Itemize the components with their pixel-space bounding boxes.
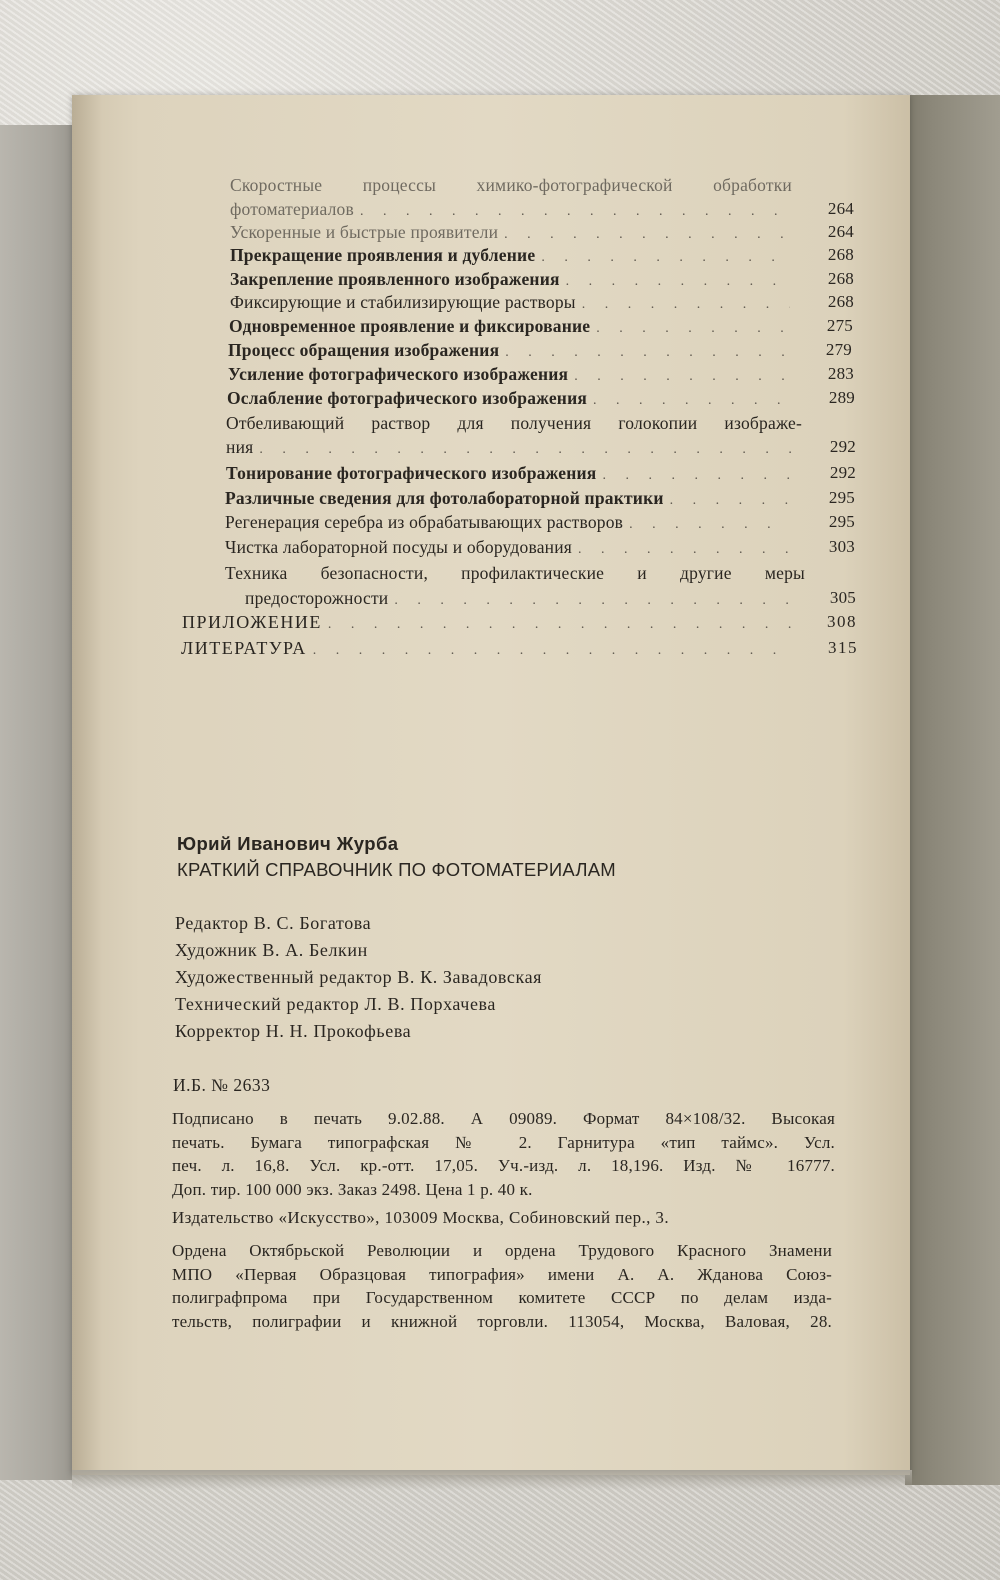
credit-artist: Художник В. А. Белкин [175,940,368,960]
toc-item-page: 264 [827,199,854,218]
toc-item-page: 292 [829,463,856,482]
toc-item-title: ЛИТЕРАТУРА [181,638,307,658]
toc-item-page: 289 [828,388,855,407]
credit-art-editor: Художественный редактор В. К. Завадовская [175,967,543,987]
toc-item-title: ния [226,437,254,457]
toc-item [245,588,856,609]
credit-tech-editor: Технический редактор Л. В. Порхачева [175,994,496,1014]
toc-item-title: Регенерация серебра из обрабатывающих растворов [225,512,624,532]
toc-item [228,340,852,361]
toc-item-title: предосторожности [245,588,389,608]
toc-leader-dots [360,204,790,220]
toc-item-page: 283 [827,364,854,383]
toc-leader-dots [504,227,790,243]
toc-item-title: ПРИЛОЖЕНИЕ [182,612,322,632]
toc-item-page: 308 [827,612,857,631]
toc-item-literature [181,638,858,659]
print-details-line: Подписано в печать 9.02.88. А 09089. Формат 84×108/32. Высокая [172,1109,835,1128]
toc-item-line: Техника безопасности, профилактические и другие меры [225,563,805,583]
toc-item-page: 295 [828,512,855,531]
toc-leader-dots [596,321,789,337]
toc-item [230,269,854,290]
printer-info-line: полиграфпрома при Государственном комитете СССР по делам изда- [172,1288,832,1307]
toc-item [225,537,855,558]
toc-leader-dots [582,297,790,313]
toc-item [225,512,855,533]
background-left [0,125,72,1480]
toc-item [227,388,855,409]
printer-info-line: Ордена Октябрьской Революции и ордена Трудового Красного Знамени [172,1241,832,1260]
toc-leader-dots [328,617,793,633]
toc-item-line: Скоростные процессы химико-фотографической обработки [230,175,792,195]
toc-leader-dots [313,643,794,659]
toc-item-title: Процесс обращения изображения [228,340,500,360]
toc-item-title: Тонирование фотографического изображения [226,463,597,483]
page-spine-shading [72,95,102,1475]
printer-info-line: МПО «Первая Образцовая типография» имени А. А. Жданова Союз- [172,1264,832,1284]
toc-leader-dots [394,593,792,609]
credit-editor: Редактор В. С. Богатова [175,913,372,933]
publisher-info: Издательство «Искусство», 103009 Москва, Собиновский пер., 3. [172,1208,669,1227]
print-details-line: печ. л. 16,8. Усл. кр.-отт. 17,05. Уч.-изд. л. 18,196. Изд. № 16777. [172,1156,835,1175]
toc-leader-dots [670,493,791,509]
ib-number: И.Б. № 2633 [173,1075,271,1095]
toc-item-appendix [182,612,857,633]
print-details-line: Доп. тир. 100 000 экз. Заказ 2498. Цена 1 р. 40 к. [172,1179,533,1199]
toc-leader-dots [259,442,792,458]
print-details [172,1107,835,1201]
toc-item [226,463,856,484]
toc-leader-dots [566,274,790,290]
toc-leader-dots [578,542,791,558]
toc-item [230,222,854,243]
toc-item-page: 268 [827,292,854,311]
author-name: Юрий Иванович Журба [177,833,399,854]
toc-leader-dots [593,393,791,409]
toc-leader-dots [602,468,792,484]
toc-item [230,199,854,220]
toc-item [229,316,853,337]
toc-item [225,488,855,509]
book-title: КРАТКИЙ СПРАВОЧНИК ПО ФОТОМАТЕРИАЛАМ [177,859,616,880]
toc-item [228,364,854,385]
background-right-board [905,95,1000,1485]
toc-item-title: Фиксирующие и стабилизирующие растворы [230,292,576,312]
toc-leader-dots [541,250,790,266]
toc-item-page: 305 [829,588,856,607]
toc-item-page: 292 [829,437,856,456]
toc-item-title: Чистка лабораторной посуды и оборудования [225,537,573,557]
credits-list [175,910,542,1045]
toc-leader-dots [574,369,790,385]
printer-info-line: тельств, полиграфии и книжной торговли. 113054, Москва, Валовая, 28. [172,1311,832,1331]
toc-item-title: Закрепление проявленного изображения [230,269,560,289]
toc-item-page: 264 [827,222,854,241]
printer-info [172,1239,832,1333]
toc-item-page: 315 [828,638,858,657]
page-bottom-shadow [72,1470,912,1490]
toc-item [226,437,856,458]
toc-leader-dots [629,517,791,533]
toc-item-page: 275 [826,316,853,335]
print-details-line: печать. Бумага типографская № 2. Гарнитура «тип таймс». Усл. [172,1132,835,1152]
toc-item-title: Ускоренные и быстрые проявители [230,222,499,242]
book-page [72,95,910,1475]
toc-item [230,292,854,313]
toc-item-title: Ослабление фотографического изображения [227,388,588,408]
toc-item-title: фотоматериалов [230,199,354,219]
toc-item-title: Усиление фотографического изображения [228,364,569,384]
toc-item-page: 279 [825,340,852,359]
toc-item-line: Отбеливающий раствор для получения голокопии изображе- [226,413,802,433]
toc-item-page: 268 [827,269,854,288]
toc-item-page: 295 [828,488,855,507]
toc-item-title: Прекращение проявления и дубление [230,245,536,265]
toc-item-title: Различные сведения для фотолабораторной практики [225,488,664,508]
credit-corrector: Корректор Н. Н. Прокофьева [175,1021,412,1041]
toc-leader-dots [505,345,788,361]
toc-item-page: 268 [827,245,854,264]
toc-item [230,245,854,266]
toc-item-title: Одновременное проявление и фиксирование [229,316,591,336]
toc-item-page: 303 [828,537,855,556]
